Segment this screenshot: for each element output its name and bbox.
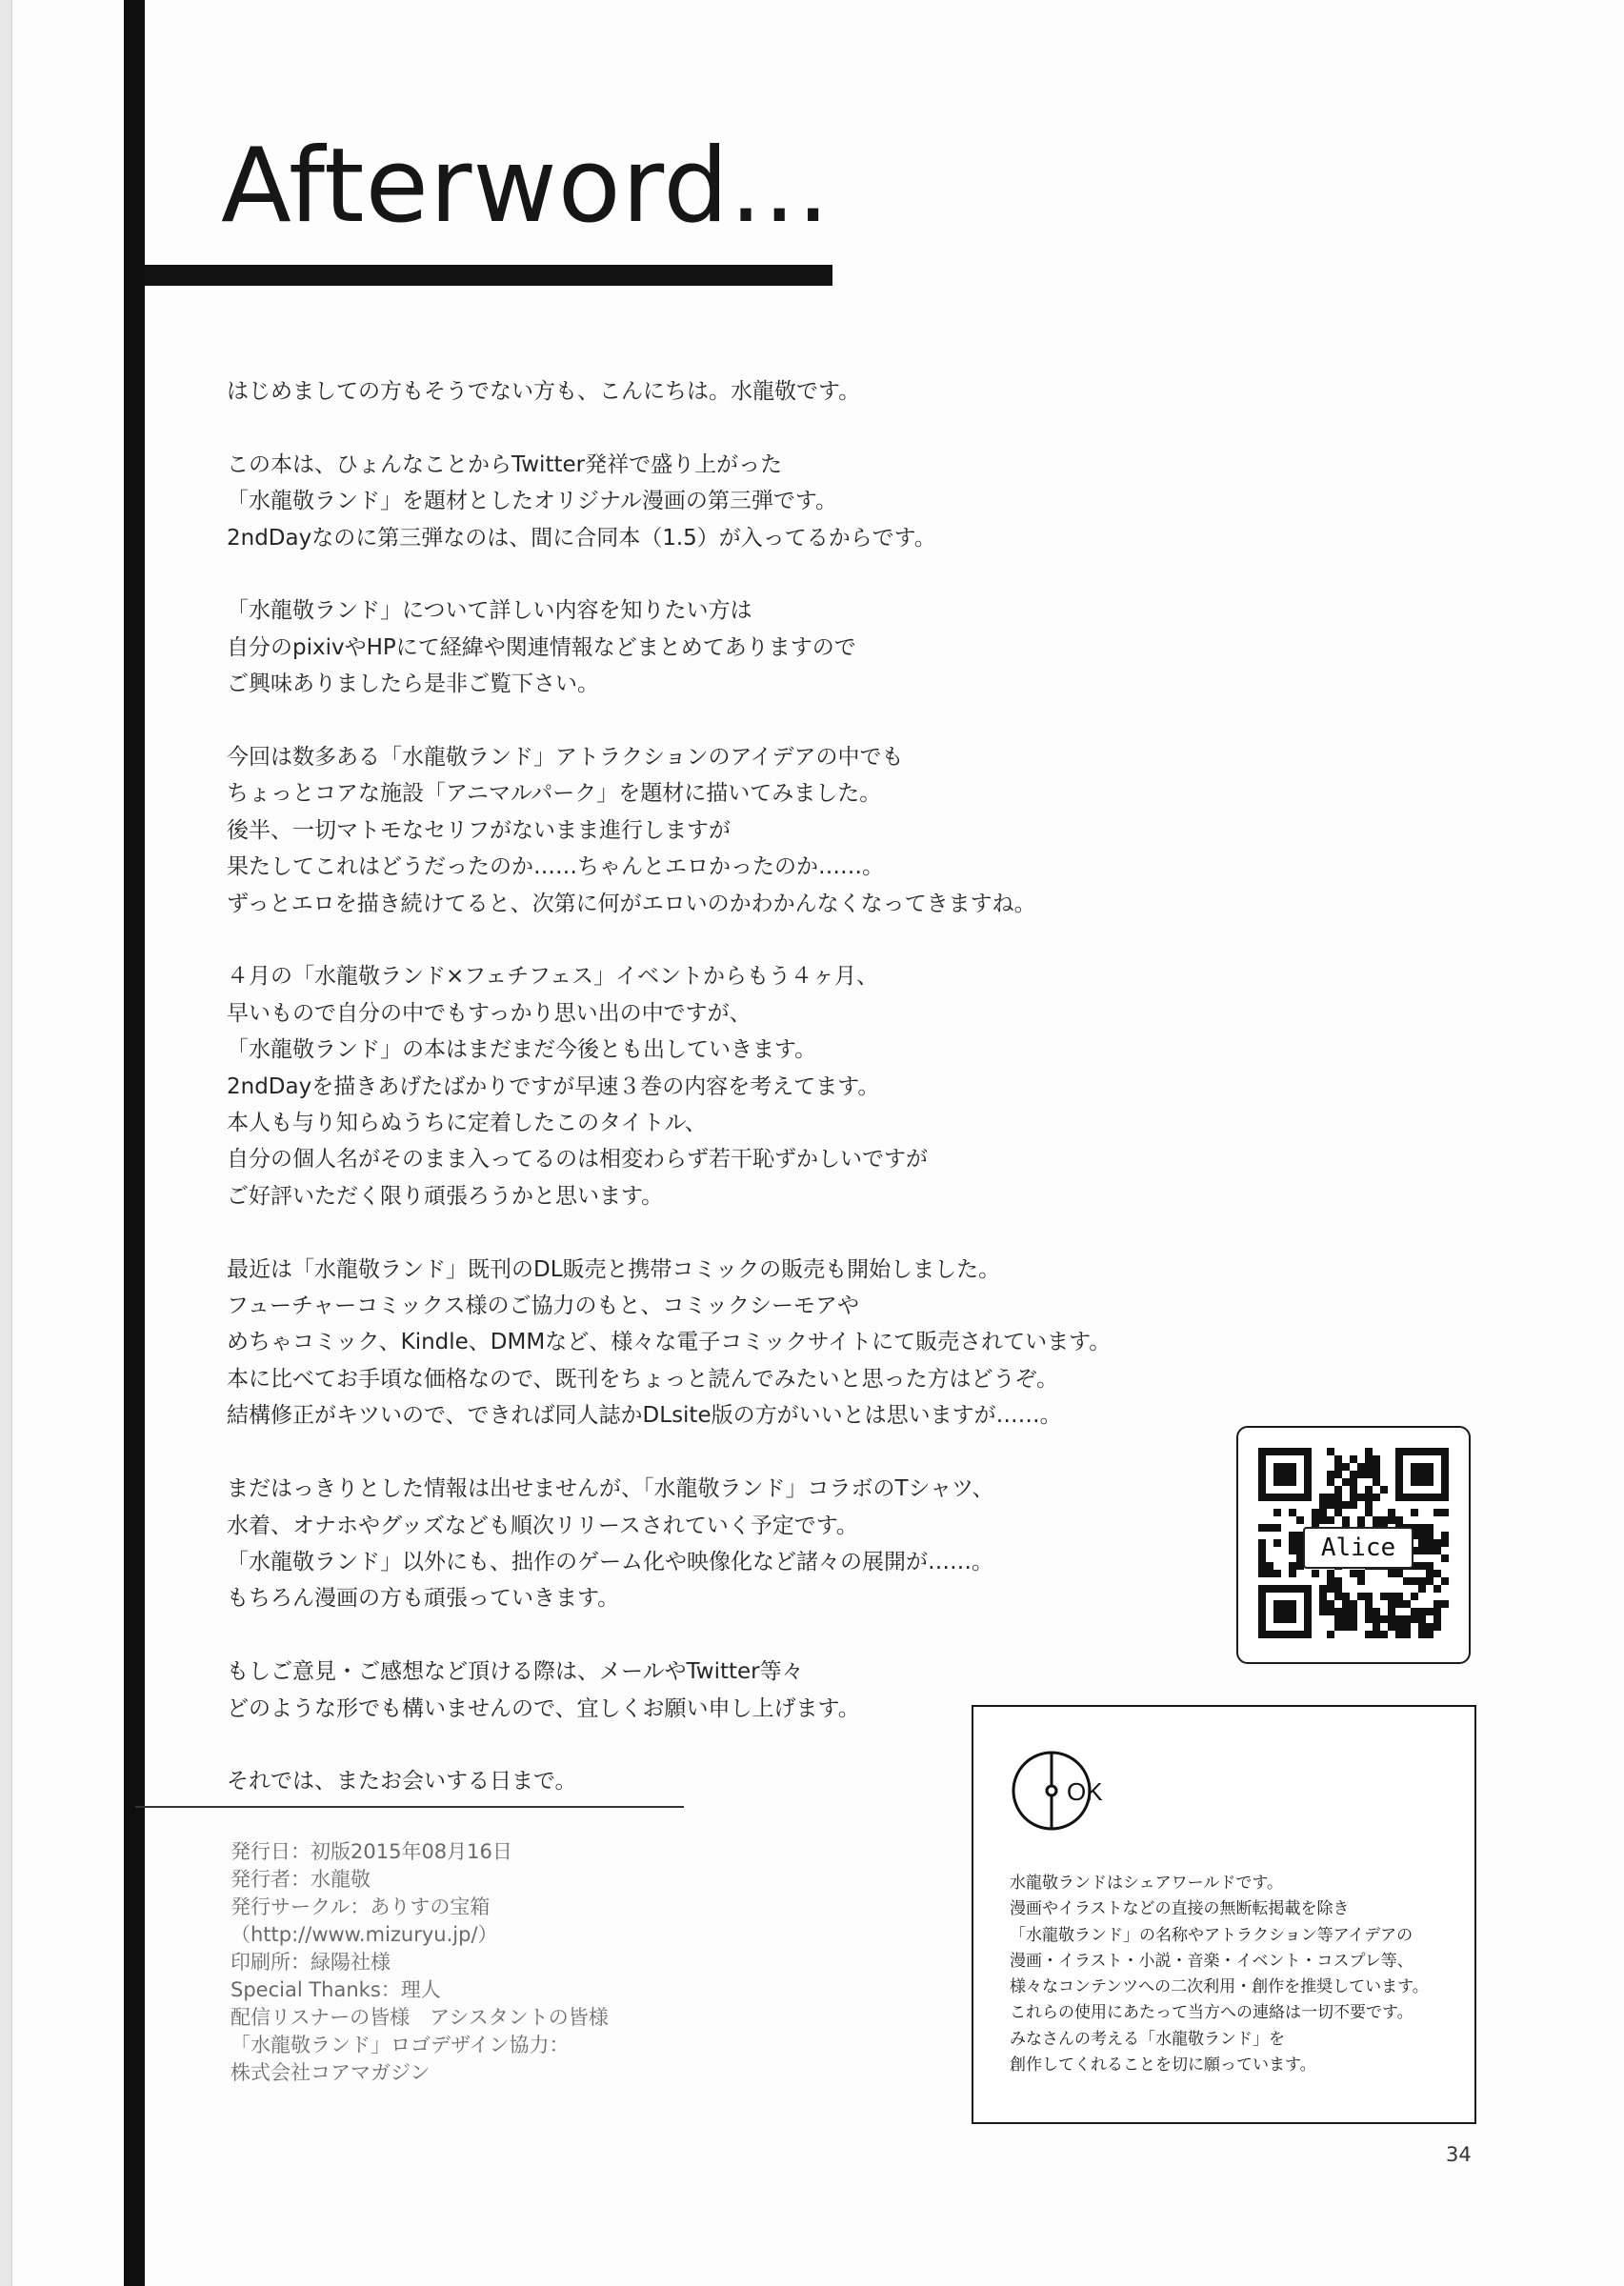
colophon-line: 「水龍敬ランド」ロゴデザイン協力： xyxy=(231,2034,570,2056)
paragraph: 今回は数多ある「水龍敬ランド」アトラクションのアイデアの中でも ちょっとコアな施設「アニマルパーク」を題材に描いてみました。 後半、一切マトモなセリフがないまま進行しますが 果たしてこれはどうだったのか……ちゃんとエロかったのか……。 ずっとエロを描き続けてると、次第に何がエロいのかわかんなくなってきますね。 xyxy=(227,745,1036,916)
title-underline xyxy=(145,265,832,286)
afterword-body xyxy=(227,373,1179,1836)
notice-line: 水龍敬ランドはシェアワールドです。 xyxy=(1010,1874,1283,1893)
notice-text xyxy=(1010,1871,1467,2078)
notice-line: 漫画やイラストなどの直接の無断転掲載を除き xyxy=(1010,1899,1350,1919)
qr-code xyxy=(1236,1426,1471,1664)
colophon-line: Special Thanks：理人 xyxy=(231,1978,441,2001)
page-number: 34 xyxy=(1446,2143,1472,2166)
colophon-line: 株式会社コアマガジン xyxy=(231,2061,431,2084)
notice-line: 様々なコンテンツへの二次利用・創作を推奨しています。 xyxy=(1010,1977,1429,1997)
page-title: Afterword... xyxy=(221,127,831,246)
notice-line: みなさんの考える「水龍敬ランド」を xyxy=(1010,2029,1285,2049)
notice-line: これらの使用にあたって当方への連絡は一切不要です。 xyxy=(1010,2003,1413,2023)
ok-logo-text: OK xyxy=(1067,1777,1103,1806)
colophon-line: 発行サークル：ありすの宝箱 xyxy=(231,1895,491,1918)
notice-line: 漫画・イラスト・小説・音楽・イベント・コスプレ等、 xyxy=(1010,1951,1413,1971)
paragraph: 「水龍敬ランド」について詳しい内容を知りたい方は 自分のpixivやHPにて経緯や関連情報などまとめてありますので ご興味ありましたら是非ご覧下さい。 xyxy=(227,598,856,697)
title-side-band xyxy=(124,0,145,2286)
colophon-line: （http://www.mizuryu.jp/） xyxy=(231,1923,498,1946)
colophon-divider xyxy=(135,1806,684,1808)
paragraph: それでは、またお会いする日まで。 xyxy=(227,1769,577,1795)
paragraph: もしご意見・ご感想など頂ける際は、メールやTwitter等々 どのような形でも構いませんので、宜しくお願い申し上げます。 xyxy=(227,1659,860,1721)
colophon-line: 発行者：水龍敬 xyxy=(231,1868,371,1891)
qr-label: Alice xyxy=(1303,1527,1413,1569)
paragraph: この本は、ひょんなことからTwitter発祥で盛り上がった 「水龍敬ランド」を題材としたオリジナル漫画の第三弾です。 2ndDayなのに第三弾なのは、間に合同本（1.5）が入ってるからです。 xyxy=(227,451,936,551)
paragraph: 最近は「水龍敬ランド」既刊のDL販売と携帯コミックの販売も開始しました。 フューチャーコミックス様のご協力のもと、コミックシーモアや めちゃコミック、Kindle、DMMなど、様々な電子コミックサイトにて販売されています。 本に比べてお手頃な価格なので、既刊をちょっと読んでみたいと思った方はどうぞ。 結構修正がキツいので、できれば同人誌かDLsite版の方がいいとは思いますが……。 xyxy=(227,1256,1112,1429)
paragraph: ４月の「水龍敬ランド×フェチフェス」イベントからもう４ヶ月、 早いもので自分の中でもすっかり思い出の中ですが、 「水龍敬ランド」の本はまだまだ今後とも出していきます。 2ndDayを描きあげたばかりですが早速３巻の内容を考えてます。 本人も与り知らぬうちに定着したこのタイトル、 自分の個人名がそのまま入ってるのは相変わらず若干恥ずかしいですが ご好評いただく限り頑張ろうかと思います。 xyxy=(227,964,928,1209)
paragraph: まだはっきりとした情報は出せませんが、「水龍敬ランド」コラボのTシャツ、 水着、オナホやグッズなども順次リリースされていく予定です。 「水龍敬ランド」以外にも、拙作のゲーム化や映像化など諸々の展開が……。 もちろん漫画の方も頑張っていきます。 xyxy=(227,1476,994,1612)
notice-line: 創作してくれることを切に願っています。 xyxy=(1010,2055,1316,2075)
colophon-line: 発行日：初版2015年08月16日 xyxy=(231,1840,512,1863)
colophon-line: 印刷所：緑陽社様 xyxy=(231,1951,391,1974)
share-world-notice xyxy=(972,1705,1476,2124)
colophon-line: 配信リスナーの皆様 アシスタントの皆様 xyxy=(231,2006,609,2029)
paragraph: はじめましての方もそうでない方も、こんにちは。水龍敬です。 xyxy=(227,379,861,404)
colophon xyxy=(231,1838,726,2087)
ok-logo-icon xyxy=(1008,1734,1132,1848)
binding-edge xyxy=(0,0,12,2286)
notice-line: 「水龍敬ランド」の名称やアトラクション等アイデアの xyxy=(1010,1925,1413,1945)
